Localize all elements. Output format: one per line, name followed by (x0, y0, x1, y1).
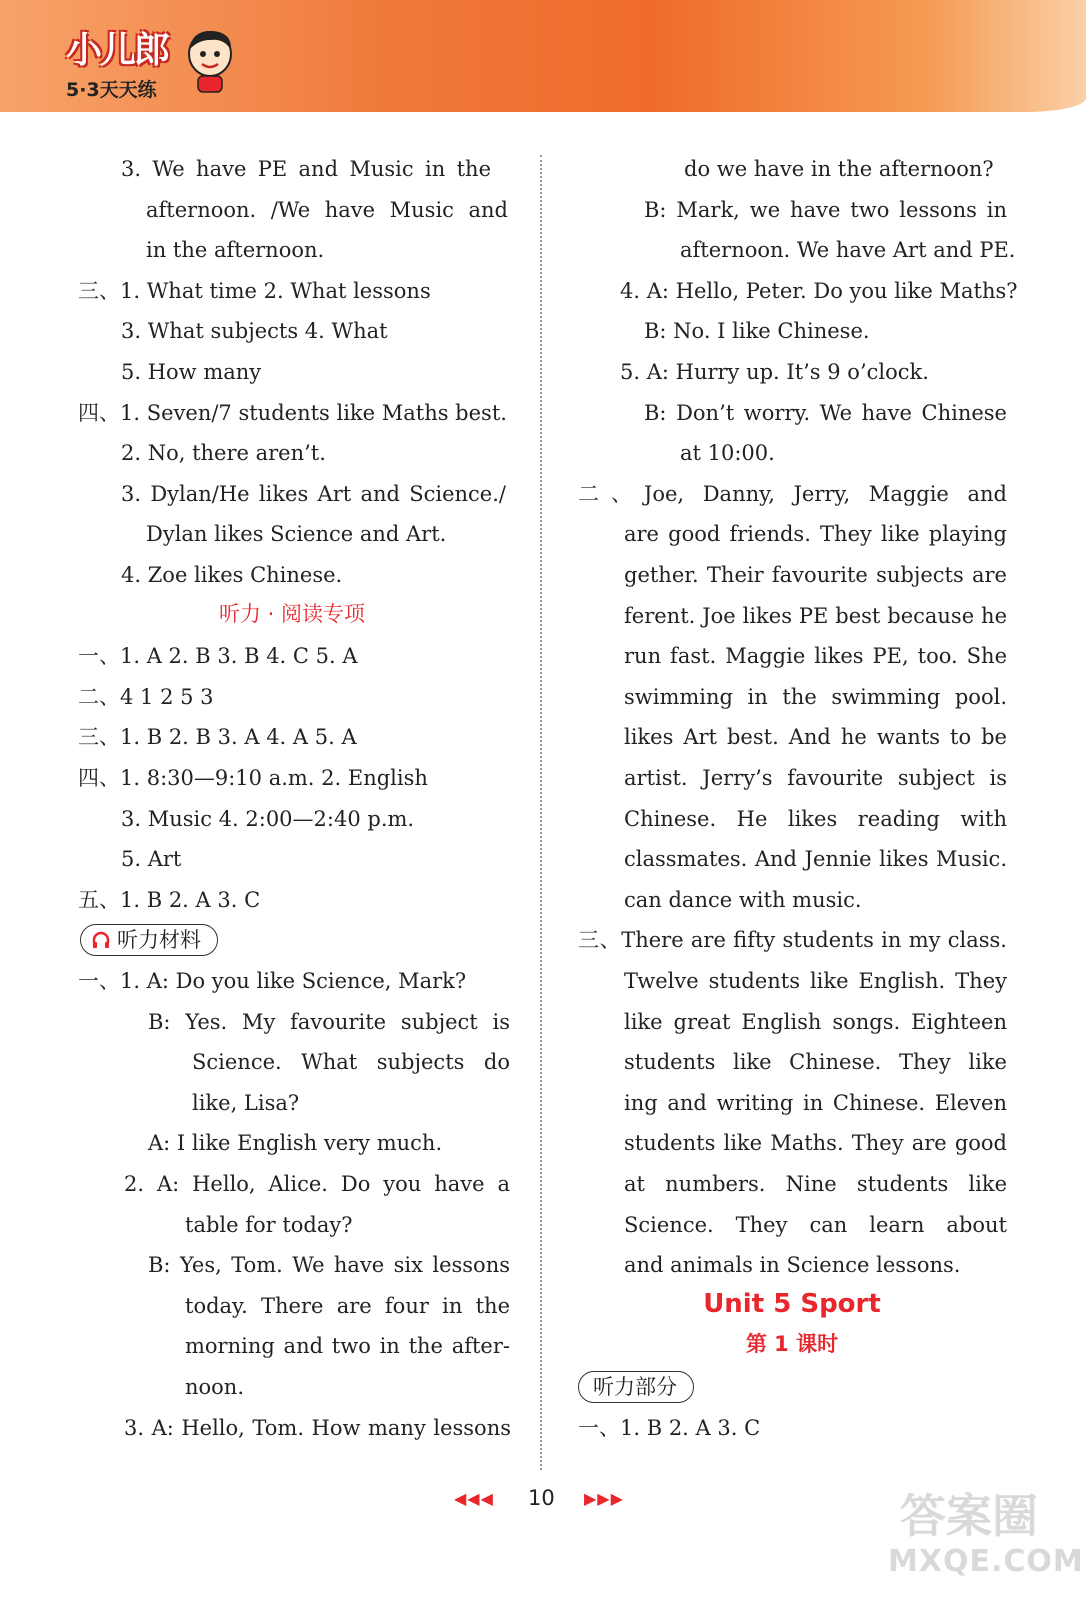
text-line: are good friends. They like playing (624, 522, 1007, 547)
text-line: table for today? (185, 1212, 353, 1237)
text-line: run fast. Maggie likes PE, too. She (624, 644, 1007, 669)
watermark-text: 答案圈 (900, 1489, 1038, 1543)
text-line: 二、4 1 2 5 3 (78, 684, 214, 709)
text-line: do we have in the afternoon? (684, 157, 994, 181)
text-line: A: I like English very much. (148, 1131, 443, 1156)
text-line: Twelve students like English. They (624, 969, 1007, 993)
text-line: artist. Jerry’s favourite subject is (624, 766, 1007, 790)
text-line: ferent. Joe likes PE best because he (624, 603, 1007, 628)
text-line: like great English songs. Eighteen (624, 1009, 1007, 1034)
text-line: ing and writing in Chinese. Eleven (624, 1090, 1007, 1115)
text-line: and animals in Science lessons. (624, 1253, 961, 1278)
text-line: students like Maths. They are good (624, 1131, 1007, 1156)
text-line: 四、1. 8:30—9:10 a.m. 2. English (78, 766, 428, 790)
text-line: at 10:00. (680, 441, 775, 466)
section-heading: 听力 · 阅读专项 (218, 601, 366, 626)
text-line: afternoon. /We have Music and (146, 197, 508, 222)
text-line: 3. Dylan/He likes Art and Science./ (121, 481, 506, 506)
text-line: at numbers. Nine students like (624, 1172, 1007, 1196)
text-line: 4. Zoe likes Chinese. (121, 563, 343, 587)
text-line: morning and two in the after- (185, 1334, 510, 1359)
text-line: swimming in the swimming pool. (624, 684, 1007, 709)
text-line: Dylan likes Science and Art. (146, 522, 447, 547)
text-line: 三、1. B 2. B 3. A 4. A 5. A (78, 725, 357, 750)
watermark-url: MXQE.COM (888, 1544, 1084, 1579)
text-line: 三、1. What time 2. What lessons (78, 278, 431, 303)
text-line: likes Art best. And he wants to be (624, 725, 1007, 750)
text-line: 5. Art (121, 847, 182, 872)
section-heading: Unit 5 Sport (703, 1288, 881, 1319)
text-line: 二、Joe, Danny, Jerry, Maggie and (578, 481, 1007, 506)
text-line: 三、There are fifty students in my class. (578, 928, 1007, 953)
page-number: 10 (528, 1486, 555, 1510)
text-line: afternoon. We have Art and PE. (680, 238, 1016, 263)
text-line: like, Lisa? (192, 1090, 300, 1115)
text-line: 一、1. A 2. B 3. B 4. C 5. A (78, 644, 358, 669)
text-line: Science. They can learn about (624, 1212, 1007, 1237)
brand-logo (66, 22, 168, 102)
section-pill-label: 听力材料 (80, 924, 218, 956)
section-pill-label: 听力部分 (578, 1371, 694, 1403)
text-line: 3. What subjects 4. What (121, 319, 388, 344)
text-line: 2. No, there aren’t. (121, 441, 326, 466)
text-line: gether. Their favourite subjects are (624, 563, 1007, 587)
watermark (880, 1480, 1084, 1596)
text-line: classmates. And Jennie likes Music. (624, 847, 1007, 872)
text-line: 4. A: Hello, Peter. Do you like Maths? (620, 278, 1018, 303)
text-line: 5. How many (121, 360, 262, 384)
text-line: B: Mark, we have two lessons in (644, 197, 1007, 222)
headphones-icon (91, 930, 111, 950)
prev-arrows-icon: ◀◀◀ (454, 1489, 494, 1508)
text-line: noon. (185, 1375, 245, 1399)
text-line: B: Yes. My favourite subject is (148, 1009, 510, 1034)
text-line: 5. A: Hurry up. It’s 9 o’clock. (620, 360, 929, 384)
text-line: Chinese. He likes reading with (624, 806, 1007, 831)
page-header (0, 0, 1086, 112)
text-line: 3. A: Hello, Tom. How many lessons (124, 1415, 511, 1440)
text-line: 3. Music 4. 2:00—2:40 p.m. (121, 806, 415, 831)
text-line: B: Yes, Tom. We have six lessons (148, 1253, 510, 1278)
text-line: can dance with music. (624, 887, 862, 912)
text-line: 一、1. B 2. A 3. C (578, 1415, 761, 1440)
text-line: 2. A: Hello, Alice. Do you have a (124, 1172, 510, 1196)
column-divider (540, 155, 542, 1470)
text-line: B: No. I like Chinese. (644, 319, 870, 344)
logo-subtitle: 5·3天天练 (66, 79, 157, 101)
logo-title: 小儿郎 (66, 30, 169, 71)
section-heading: 第 1 课时 (745, 1332, 839, 1357)
text-line: in the afternoon. (146, 238, 325, 263)
text-line: 一、1. A: Do you like Science, Mark? (78, 969, 467, 993)
text-line: today. There are four in the (185, 1293, 510, 1318)
text-line: 3. We have PE and Music in the (121, 157, 491, 181)
text-line: students like Chinese. They like (624, 1050, 1007, 1075)
next-arrows-icon: ▶▶▶ (584, 1489, 624, 1508)
text-line: B: Don’t worry. We have Chinese (644, 400, 1007, 425)
mascot-icon (184, 28, 236, 94)
text-line: Science. What subjects do (192, 1050, 510, 1075)
text-line: 四、1. Seven/7 students like Maths best. (78, 400, 507, 425)
text-line: 五、1. B 2. A 3. C (78, 887, 261, 912)
